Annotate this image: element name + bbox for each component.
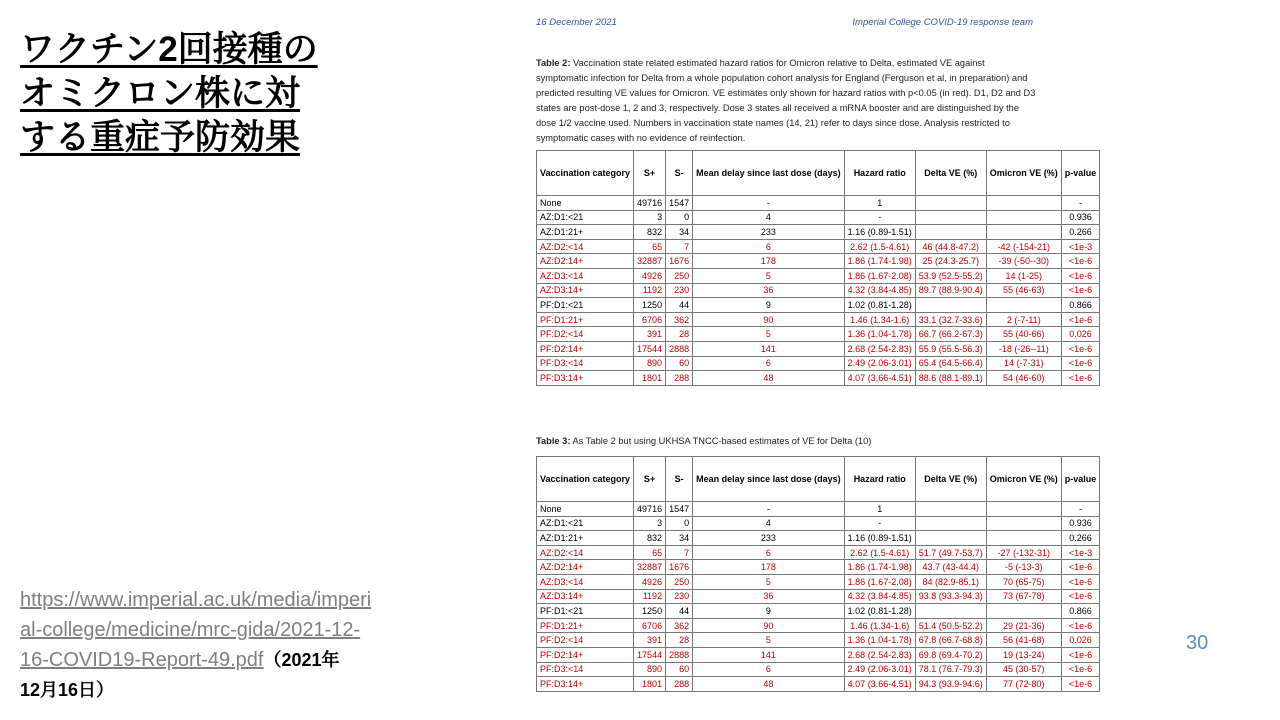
table-cell: 93.8 (93.3-94.3) bbox=[915, 589, 986, 604]
table-cell: AZ:D1:21+ bbox=[537, 531, 634, 546]
table-cell: 1250 bbox=[634, 604, 666, 619]
table-cell: <1e-6 bbox=[1061, 662, 1100, 677]
table-cell: AZ:D2:14+ bbox=[537, 560, 634, 575]
table-cell: 48 bbox=[693, 371, 845, 386]
column-header: Omicron VE (%) bbox=[986, 151, 1061, 196]
table-cell: AZ:D2:<14 bbox=[537, 239, 634, 254]
table-cell: 6706 bbox=[634, 312, 666, 327]
table-cell: 6 bbox=[693, 239, 845, 254]
table-cell: 2.62 (1.5-4.61) bbox=[844, 239, 915, 254]
table-cell: 2888 bbox=[666, 341, 693, 356]
document-team: Imperial College COVID-19 response team bbox=[852, 17, 1033, 28]
table-cell: AZ:D1:<21 bbox=[537, 516, 634, 531]
slide-title bbox=[20, 28, 350, 160]
table-cell: 1192 bbox=[634, 283, 666, 298]
source-url-line: https://www.imperial.ac.uk/media/imperi bbox=[20, 589, 372, 611]
column-header: Omicron VE (%) bbox=[986, 457, 1061, 502]
table-cell: 1676 bbox=[666, 560, 693, 575]
table-cell: 7 bbox=[666, 239, 693, 254]
table-row bbox=[537, 516, 1100, 531]
table-cell: <1e-6 bbox=[1061, 356, 1100, 371]
table-cell: 84 (82.9-85.1) bbox=[915, 574, 986, 589]
table-cell: <1e-3 bbox=[1061, 545, 1100, 560]
table-cell: 141 bbox=[693, 647, 845, 662]
table-cell: <1e-6 bbox=[1061, 341, 1100, 356]
table-cell: 1.86 (1.67-2.08) bbox=[844, 574, 915, 589]
table-cell bbox=[986, 604, 1061, 619]
table-cell: 1192 bbox=[634, 589, 666, 604]
table-cell: 1.86 (1.74-1.98) bbox=[844, 254, 915, 269]
table-cell: -5 (-13-3) bbox=[986, 560, 1061, 575]
table-cell bbox=[986, 225, 1061, 240]
table-cell: 29 (21-36) bbox=[986, 618, 1061, 633]
table-cell: None bbox=[537, 502, 634, 517]
table-cell: 1.86 (1.67-2.08) bbox=[844, 268, 915, 283]
table-row bbox=[537, 633, 1100, 648]
title-line: ワクチン2回接種の bbox=[20, 30, 318, 69]
table-cell: 6706 bbox=[634, 618, 666, 633]
table-cell: <1e-6 bbox=[1061, 268, 1100, 283]
table-cell: 51.4 (50.5-52.2) bbox=[915, 618, 986, 633]
table-cell: 4.07 (3.66-4.51) bbox=[844, 371, 915, 386]
table-cell: 60 bbox=[666, 356, 693, 371]
table-cell: 78.1 (76.7-79.3) bbox=[915, 662, 986, 677]
table-cell: 2888 bbox=[666, 647, 693, 662]
table-cell: 2.68 (2.54-2.83) bbox=[844, 341, 915, 356]
table-row bbox=[537, 327, 1100, 342]
table3-caption bbox=[536, 434, 1036, 449]
table-cell: PF:D3:<14 bbox=[537, 662, 634, 677]
table-row bbox=[537, 662, 1100, 677]
table-cell: 288 bbox=[666, 371, 693, 386]
table-cell: 9 bbox=[693, 604, 845, 619]
table3-caption-label: Table 3: bbox=[536, 436, 571, 446]
table-cell: 230 bbox=[666, 589, 693, 604]
table3-caption-text: As Table 2 but using UKHSA TNCC-based estimates of VE for Delta (10) bbox=[570, 436, 872, 446]
table-cell: 7 bbox=[666, 545, 693, 560]
column-header: S+ bbox=[634, 151, 666, 196]
table-cell: - bbox=[844, 210, 915, 225]
table-cell: 44 bbox=[666, 298, 693, 313]
table-cell: 90 bbox=[693, 618, 845, 633]
table-cell: 1676 bbox=[666, 254, 693, 269]
table-cell: 4.32 (3.84-4.85) bbox=[844, 589, 915, 604]
column-header: S- bbox=[666, 457, 693, 502]
document-header bbox=[536, 17, 1033, 31]
table-cell: PF:D2:14+ bbox=[537, 647, 634, 662]
table-cell: <1e-6 bbox=[1061, 677, 1100, 692]
table-cell: 1.02 (0.81-1.28) bbox=[844, 298, 915, 313]
table-cell: AZ:D1:<21 bbox=[537, 210, 634, 225]
table3 bbox=[536, 456, 1100, 692]
table-header-row bbox=[537, 151, 1100, 196]
table-cell: 391 bbox=[634, 633, 666, 648]
table-cell: 832 bbox=[634, 225, 666, 240]
table-cell: <1e-6 bbox=[1061, 283, 1100, 298]
table-cell: 4.32 (3.84-4.85) bbox=[844, 283, 915, 298]
table-cell: 890 bbox=[634, 662, 666, 677]
table2 bbox=[536, 150, 1100, 386]
title-line: オミクロン株に対 bbox=[20, 74, 301, 113]
table-cell: 250 bbox=[666, 268, 693, 283]
table-cell: 141 bbox=[693, 341, 845, 356]
table-cell: 70 (65-75) bbox=[986, 574, 1061, 589]
table-cell: 0.936 bbox=[1061, 210, 1100, 225]
column-header: p-value bbox=[1061, 151, 1100, 196]
table-cell bbox=[915, 298, 986, 313]
table-cell: PF:D3:<14 bbox=[537, 356, 634, 371]
table-cell: PF:D1:<21 bbox=[537, 604, 634, 619]
table-row bbox=[537, 677, 1100, 692]
table-cell: 2 (-7-11) bbox=[986, 312, 1061, 327]
table-row bbox=[537, 312, 1100, 327]
table-cell: 65.4 (64.5-66.4) bbox=[915, 356, 986, 371]
table-row bbox=[537, 239, 1100, 254]
column-header: S+ bbox=[634, 457, 666, 502]
table-cell: 56 (41-68) bbox=[986, 633, 1061, 648]
source-url-line: 16-COVID19-Report-49.pdf bbox=[20, 649, 264, 671]
table-cell: 0.266 bbox=[1061, 225, 1100, 240]
table-cell: 2.62 (1.5-4.61) bbox=[844, 545, 915, 560]
table-cell bbox=[986, 196, 1061, 211]
table-cell: 36 bbox=[693, 589, 845, 604]
table-cell: 1 bbox=[844, 196, 915, 211]
table-cell: 90 bbox=[693, 312, 845, 327]
table-row bbox=[537, 647, 1100, 662]
table-cell: 28 bbox=[666, 633, 693, 648]
table-cell: PF:D3:14+ bbox=[537, 677, 634, 692]
table-row bbox=[537, 604, 1100, 619]
table-cell: 4 bbox=[693, 210, 845, 225]
table-cell: 4926 bbox=[634, 268, 666, 283]
table-cell: 250 bbox=[666, 574, 693, 589]
table2-caption-text: Vaccination state related estimated hazard ratios for Omicron relative to Delta, estimated VE against symptomatic infection for Delta from a whole population cohort analysis for England (Ferguson et al, in preparation) and predicted resulting VE values for Omicron. VE estimates only shown for hazard ratios with p<0.05 (in red). D1, D2 and D3 states are post-dose 1, 2 and 3, respectively. Dose 3 states all received a mRNA booster and are distinguished by the dose 1/2 vaccine used. Numbers in vaccination state names (14, 21) refer to days since dose. Analysis restricted to symptomatic cases with no evidence of reinfection. bbox=[536, 58, 1036, 143]
table-cell: 1.46 (1.34-1.6) bbox=[844, 312, 915, 327]
table-cell: 4 bbox=[693, 516, 845, 531]
column-header: Delta VE (%) bbox=[915, 457, 986, 502]
table-cell: 0 bbox=[666, 210, 693, 225]
table-cell: 9 bbox=[693, 298, 845, 313]
table-cell: 36 bbox=[693, 283, 845, 298]
table-cell: 6 bbox=[693, 662, 845, 677]
table-cell: 5 bbox=[693, 268, 845, 283]
table-cell: PF:D2:<14 bbox=[537, 633, 634, 648]
table-cell: 1250 bbox=[634, 298, 666, 313]
table-cell: 55 (40-66) bbox=[986, 327, 1061, 342]
column-header: Mean delay since last dose (days) bbox=[693, 151, 845, 196]
table-cell bbox=[915, 604, 986, 619]
table-row bbox=[537, 618, 1100, 633]
table-cell: 1.02 (0.81-1.28) bbox=[844, 604, 915, 619]
table-cell: 19 (13-24) bbox=[986, 647, 1061, 662]
table-cell: 2.49 (2.06-3.01) bbox=[844, 356, 915, 371]
table-cell: 2.68 (2.54-2.83) bbox=[844, 647, 915, 662]
page-number: 30 bbox=[1186, 632, 1209, 654]
table-cell: 1.36 (1.04-1.78) bbox=[844, 633, 915, 648]
table-cell: 49716 bbox=[634, 196, 666, 211]
table-cell: 1.36 (1.04-1.78) bbox=[844, 327, 915, 342]
table2-caption bbox=[536, 56, 1036, 146]
table-cell: 17544 bbox=[634, 341, 666, 356]
table-cell bbox=[986, 502, 1061, 517]
table-cell: <1e-6 bbox=[1061, 618, 1100, 633]
document-date: 16 December 2021 bbox=[536, 17, 617, 28]
table-header-row bbox=[537, 457, 1100, 502]
table-cell: - bbox=[1061, 196, 1100, 211]
table-cell: AZ:D3:14+ bbox=[537, 589, 634, 604]
table-row bbox=[537, 371, 1100, 386]
table-cell: <1e-6 bbox=[1061, 312, 1100, 327]
table-cell: PF:D2:14+ bbox=[537, 341, 634, 356]
table-cell: 233 bbox=[693, 531, 845, 546]
table-cell: 1547 bbox=[666, 502, 693, 517]
table-cell: AZ:D2:14+ bbox=[537, 254, 634, 269]
table-cell: 54 (46-60) bbox=[986, 371, 1061, 386]
column-header: Vaccination category bbox=[537, 151, 634, 196]
table-cell: PF:D1:21+ bbox=[537, 618, 634, 633]
table-cell: <1e-6 bbox=[1061, 589, 1100, 604]
table-cell: 89.7 (88.9-90.4) bbox=[915, 283, 986, 298]
table-cell: AZ:D3:<14 bbox=[537, 574, 634, 589]
table-cell: 890 bbox=[634, 356, 666, 371]
source-date: （2021年 bbox=[263, 650, 340, 670]
table-cell: 32887 bbox=[634, 254, 666, 269]
table-cell: 288 bbox=[666, 677, 693, 692]
table-cell: 48 bbox=[693, 677, 845, 692]
table-cell: 391 bbox=[634, 327, 666, 342]
table-cell: <1e-6 bbox=[1061, 647, 1100, 662]
table-cell: 832 bbox=[634, 531, 666, 546]
column-header: Hazard ratio bbox=[844, 151, 915, 196]
table-cell: <1e-6 bbox=[1061, 371, 1100, 386]
table-cell: AZ:D3:14+ bbox=[537, 283, 634, 298]
table-cell: AZ:D3:<14 bbox=[537, 268, 634, 283]
table-row bbox=[537, 268, 1100, 283]
table-cell: 362 bbox=[666, 312, 693, 327]
table-cell: 88.6 (88.1-89.1) bbox=[915, 371, 986, 386]
table-cell: 14 (1-25) bbox=[986, 268, 1061, 283]
table-cell: 65 bbox=[634, 545, 666, 560]
table-cell: PF:D3:14+ bbox=[537, 371, 634, 386]
column-header: Vaccination category bbox=[537, 457, 634, 502]
table-cell: 3 bbox=[634, 210, 666, 225]
table-cell: - bbox=[693, 502, 845, 517]
table-cell: 44 bbox=[666, 604, 693, 619]
table-cell: 6 bbox=[693, 356, 845, 371]
table-cell: - bbox=[844, 516, 915, 531]
table-row bbox=[537, 502, 1100, 517]
table-cell: AZ:D1:21+ bbox=[537, 225, 634, 240]
table-row bbox=[537, 298, 1100, 313]
table-cell: 34 bbox=[666, 531, 693, 546]
table-cell: 6 bbox=[693, 545, 845, 560]
table-cell bbox=[986, 298, 1061, 313]
table-cell: PF:D1:<21 bbox=[537, 298, 634, 313]
table-cell bbox=[915, 225, 986, 240]
table-cell: -42 (-154-21) bbox=[986, 239, 1061, 254]
table-cell: 77 (72-80) bbox=[986, 677, 1061, 692]
table-cell: -18 (-26--11) bbox=[986, 341, 1061, 356]
table-cell: 45 (30-57) bbox=[986, 662, 1061, 677]
table-cell: <1e-6 bbox=[1061, 254, 1100, 269]
table-cell: 33.1 (32.7-33.6) bbox=[915, 312, 986, 327]
column-header: Mean delay since last dose (days) bbox=[693, 457, 845, 502]
table-cell: -27 (-132-31) bbox=[986, 545, 1061, 560]
table-row bbox=[537, 589, 1100, 604]
table-cell: 0 bbox=[666, 516, 693, 531]
table-row bbox=[537, 531, 1100, 546]
table-cell bbox=[915, 196, 986, 211]
column-header: Hazard ratio bbox=[844, 457, 915, 502]
table-cell: 1.86 (1.74-1.98) bbox=[844, 560, 915, 575]
table-cell: PF:D2:<14 bbox=[537, 327, 634, 342]
table-cell: - bbox=[693, 196, 845, 211]
column-header: S- bbox=[666, 151, 693, 196]
table-cell: 0.866 bbox=[1061, 298, 1100, 313]
table-cell: 66.7 (66.2-67.3) bbox=[915, 327, 986, 342]
table-cell: 0.866 bbox=[1061, 604, 1100, 619]
table-cell: 32887 bbox=[634, 560, 666, 575]
table-cell: 178 bbox=[693, 254, 845, 269]
source-url-line: al-college/medicine/mrc-gida/2021-12- bbox=[20, 619, 361, 641]
table-cell: AZ:D2:<14 bbox=[537, 545, 634, 560]
title-line: する重症予防効果 bbox=[20, 118, 301, 157]
table-cell: 230 bbox=[666, 283, 693, 298]
table-cell: 3 bbox=[634, 516, 666, 531]
table2-caption-label: Table 2: bbox=[536, 58, 571, 68]
table-cell: <1e-3 bbox=[1061, 239, 1100, 254]
table-row bbox=[537, 574, 1100, 589]
table-cell: <1e-6 bbox=[1061, 560, 1100, 575]
table-cell: None bbox=[537, 196, 634, 211]
table-cell: 0.026 bbox=[1061, 327, 1100, 342]
table-row bbox=[537, 356, 1100, 371]
table-cell: 1.46 (1.34-1.6) bbox=[844, 618, 915, 633]
table-cell: 0.266 bbox=[1061, 531, 1100, 546]
table-cell: 1 bbox=[844, 502, 915, 517]
table-cell: 46 (44.8-47.2) bbox=[915, 239, 986, 254]
table-row bbox=[537, 225, 1100, 240]
table-cell: 1801 bbox=[634, 677, 666, 692]
table-row bbox=[537, 341, 1100, 356]
table-cell: 69.8 (69.4-70.2) bbox=[915, 647, 986, 662]
table-cell: 17544 bbox=[634, 647, 666, 662]
table-cell: -39 (-50--30) bbox=[986, 254, 1061, 269]
table-cell: 53.9 (52.5-55.2) bbox=[915, 268, 986, 283]
table-cell: 0.936 bbox=[1061, 516, 1100, 531]
table-cell: 51.7 (49.7-53.7) bbox=[915, 545, 986, 560]
table-cell: 178 bbox=[693, 560, 845, 575]
table-cell: 60 bbox=[666, 662, 693, 677]
table-row bbox=[537, 254, 1100, 269]
table-cell: 49716 bbox=[634, 502, 666, 517]
table-cell bbox=[986, 531, 1061, 546]
table-cell: 94.3 (93.9-94.6) bbox=[915, 677, 986, 692]
table-cell: 14 (-7-31) bbox=[986, 356, 1061, 371]
table-cell: - bbox=[1061, 502, 1100, 517]
table-cell: 65 bbox=[634, 239, 666, 254]
table-cell: 43.7 (43-44.4) bbox=[915, 560, 986, 575]
table-row bbox=[537, 283, 1100, 298]
table-cell: <1e-6 bbox=[1061, 574, 1100, 589]
table-cell: 73 (67-78) bbox=[986, 589, 1061, 604]
source-date-cont: 12月16日） bbox=[20, 680, 115, 700]
table-cell bbox=[915, 516, 986, 531]
table-cell: 2.49 (2.06-3.01) bbox=[844, 662, 915, 677]
table-cell: 5 bbox=[693, 327, 845, 342]
table-cell bbox=[986, 516, 1061, 531]
table-cell: 1.16 (0.89-1.51) bbox=[844, 225, 915, 240]
table-cell: 1.16 (0.89-1.51) bbox=[844, 531, 915, 546]
table-cell: 1547 bbox=[666, 196, 693, 211]
table-cell: PF:D1:21+ bbox=[537, 312, 634, 327]
table-cell: 34 bbox=[666, 225, 693, 240]
table-cell bbox=[986, 210, 1061, 225]
table-cell: 4.07 (3.66-4.51) bbox=[844, 677, 915, 692]
table-cell bbox=[915, 531, 986, 546]
table-cell bbox=[915, 502, 986, 517]
table-row bbox=[537, 560, 1100, 575]
table-cell: 5 bbox=[693, 574, 845, 589]
table-cell: 233 bbox=[693, 225, 845, 240]
column-header: p-value bbox=[1061, 457, 1100, 502]
table-cell: 4926 bbox=[634, 574, 666, 589]
table-cell: 25 (24.3-25.7) bbox=[915, 254, 986, 269]
column-header: Delta VE (%) bbox=[915, 151, 986, 196]
table-cell: 0.026 bbox=[1061, 633, 1100, 648]
table-cell: 28 bbox=[666, 327, 693, 342]
table-cell: 55.9 (55.5-56.3) bbox=[915, 341, 986, 356]
table-row bbox=[537, 545, 1100, 560]
table-row bbox=[537, 210, 1100, 225]
table-cell bbox=[915, 210, 986, 225]
table-row bbox=[537, 196, 1100, 211]
table-cell: 1801 bbox=[634, 371, 666, 386]
table-cell: 67.8 (66.7-68.8) bbox=[915, 633, 986, 648]
table-cell: 362 bbox=[666, 618, 693, 633]
table-cell: 55 (46-63) bbox=[986, 283, 1061, 298]
source-citation bbox=[20, 585, 420, 705]
table-cell: 5 bbox=[693, 633, 845, 648]
